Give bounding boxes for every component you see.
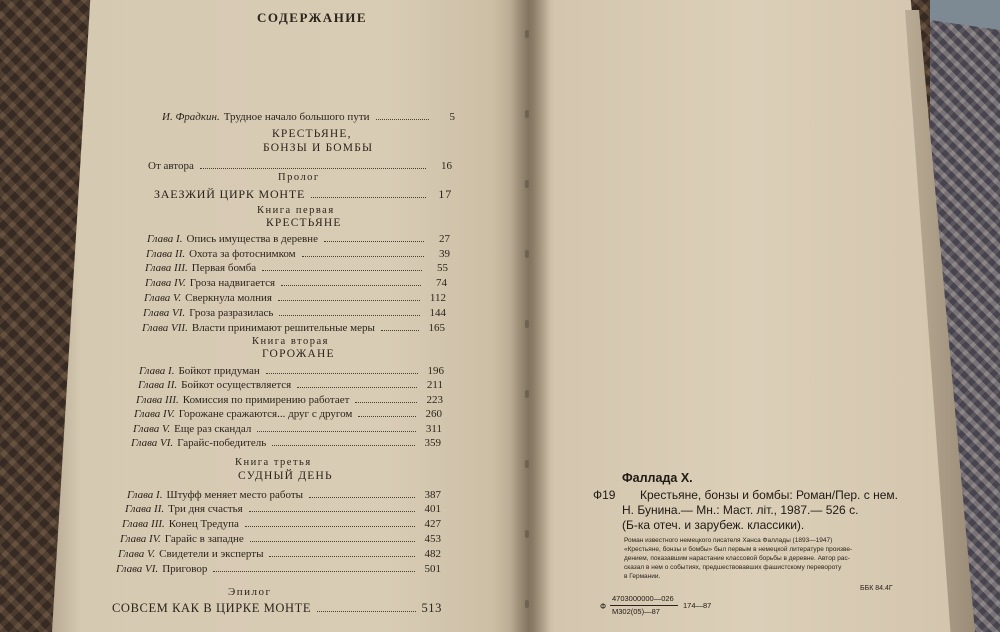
contents-heading: СОДЕРЖАНИЕ (257, 10, 368, 25)
toc-leader (278, 300, 420, 301)
fraction-numerator: 4703000000—026 (612, 594, 674, 603)
toc-entry-from-author (148, 160, 452, 172)
binding-stitch (525, 110, 529, 118)
toc-title: Сверкнула молния (185, 292, 272, 304)
toc-page: 427 (424, 518, 441, 530)
toc-title: Еще раз скандал (174, 423, 252, 435)
toc-title: Горожане сражаются... друг с другом (178, 408, 353, 420)
toc-page: 5 (449, 111, 455, 123)
toc-page: 401 (424, 503, 441, 515)
toc-title: ЗАЕЗЖИЙ ЦИРК МОНТЕ (154, 187, 306, 201)
toc-entry (116, 563, 441, 575)
toc-chapter: Глава IV. (120, 533, 161, 545)
toc-leader (269, 556, 415, 557)
record-line-3: (Б-ка отеч. и зарубеж. классики). (622, 518, 805, 532)
toc-chapter: Глава III. (122, 518, 165, 530)
binding-stitch (525, 180, 529, 188)
toc-page: 16 (441, 160, 452, 172)
annotation-line: дением, показавшим нарастание классовой борьбы в деревне. Автор рас- (624, 555, 850, 562)
toc-chapter: Глава VI. (143, 307, 186, 319)
toc-entry (144, 292, 446, 304)
toc-leader (309, 497, 415, 498)
toc-page: 387 (424, 489, 441, 501)
annotation-line: сказал в нем о событиях, предшествовавших фашистскому перевороту (624, 564, 842, 571)
toc-title: Трудное начало большого пути (223, 111, 370, 123)
book1-label: Книга первая (257, 205, 335, 216)
toc-entry (127, 489, 441, 501)
fraction-letter: Ф (600, 602, 607, 611)
toc-chapter: Глава V. (118, 548, 156, 560)
toc-entry (147, 233, 450, 245)
fraction-tail: 174—87 (683, 601, 712, 610)
toc-leader (213, 571, 415, 572)
toc-title: Гроза разразилась (189, 307, 274, 319)
toc-page: 17 (438, 187, 452, 201)
toc-leader (355, 402, 417, 403)
toc-entry (131, 437, 441, 449)
toc-leader (358, 416, 416, 417)
toc-leader (279, 315, 420, 316)
novel-title-line1: КРЕСТЬЯНЕ, (272, 128, 352, 140)
toc-page: 501 (424, 563, 441, 575)
novel-title-line2: БОНЗЫ И БОМБЫ (263, 142, 374, 154)
toc-chapter: Глава II. (138, 379, 178, 391)
toc-leader (324, 241, 424, 242)
toc-entry (146, 248, 450, 260)
book3-title: СУДНЫЙ ДЕНЬ (238, 470, 333, 482)
toc-leader (257, 431, 416, 432)
toc-title: Три дня счастья (168, 503, 243, 515)
toc-page: 55 (437, 262, 448, 274)
toc-title: Первая бомба (191, 262, 257, 274)
toc-entry-prologue (154, 187, 452, 202)
toc-leader (311, 197, 426, 198)
toc-leader (381, 330, 419, 331)
toc-entry (145, 262, 448, 274)
toc-chapter: Глава III. (136, 394, 179, 406)
toc-entry (120, 533, 441, 545)
toc-title: Бойкот придуман (178, 365, 260, 377)
toc-page: 74 (436, 277, 447, 289)
bbk-code: ББК 84.4Г (860, 585, 893, 592)
binding-stitch (525, 390, 529, 398)
toc-leader (281, 285, 421, 286)
binding-stitch (525, 30, 529, 38)
toc-entry (138, 379, 443, 391)
toc-leader (249, 511, 415, 512)
toc-entry (139, 365, 444, 377)
record-line-2: Н. Бунина.— Мн.: Маст. літ., 1987.— 526 с. (622, 503, 859, 517)
toc-title: Охота за фотоснимком (189, 248, 296, 260)
toc-leader (266, 373, 418, 374)
toc-page: 359 (424, 437, 441, 449)
toc-entry (143, 307, 446, 319)
toc-author: И. Фрадкин. (162, 111, 220, 123)
toc-leader (376, 119, 429, 120)
toc-leader (245, 526, 415, 527)
classification-code: Ф19 (593, 488, 616, 502)
book3-label: Книга третья (235, 457, 312, 468)
toc-leader (262, 270, 422, 271)
toc-title: Конец Тредупа (168, 518, 239, 530)
toc-title: Бойкот осуществляется (181, 379, 292, 391)
toc-title: Комиссия по примирению работает (182, 394, 350, 406)
toc-entry (133, 423, 442, 435)
book1-title: КРЕСТЬЯНЕ (266, 217, 342, 229)
toc-page: 513 (421, 601, 442, 615)
toc-leader (272, 445, 415, 446)
toc-leader (200, 168, 426, 169)
binding-stitch (525, 320, 529, 328)
toc-entry-epilogue (112, 601, 442, 616)
book2-label: Книга вторая (252, 336, 329, 347)
toc-title: Приговор (162, 563, 208, 575)
annotation-line: в Германии. (624, 573, 661, 580)
record-line-1: Крестьяне, бонзы и бомбы: Роман/Пер. с нем. (640, 488, 898, 502)
toc-title: Свидетели и эксперты (159, 548, 264, 560)
toc-title: От автора (148, 160, 194, 172)
toc-entry-intro (162, 111, 455, 123)
toc-chapter: Глава IV. (134, 408, 175, 420)
toc-entry (125, 503, 441, 515)
toc-page: 39 (439, 248, 450, 260)
toc-page: 453 (424, 533, 441, 545)
toc-page: 211 (426, 379, 443, 391)
toc-chapter: Глава I. (139, 365, 175, 377)
toc-entry (118, 548, 441, 560)
toc-entry (142, 322, 445, 334)
toc-entry (136, 394, 443, 406)
toc-title: Гарайс в западне (164, 533, 244, 545)
toc-title: Опись имущества в деревне (186, 233, 318, 245)
toc-chapter: Глава II. (146, 248, 186, 260)
toc-leader (302, 256, 424, 257)
toc-page: 27 (439, 233, 450, 245)
toc-title: Власти принимают решительные меры (191, 322, 375, 334)
toc-chapter: Глава VI. (131, 437, 174, 449)
toc-chapter: Глава III. (145, 262, 188, 274)
author-name: Фаллада Х. (622, 471, 693, 485)
toc-page: 112 (429, 292, 446, 304)
annotation-line: «Крестьяне, бонзы и бомбы» был первым в немецкой литературе произве- (624, 546, 853, 553)
toc-page: 223 (426, 394, 443, 406)
toc-chapter: Глава V. (144, 292, 182, 304)
fraction-denominator: М302(05)—87 (612, 607, 660, 616)
toc-page: 311 (425, 423, 442, 435)
annotation-line: Роман известного немецкого писателя Ханса Фаллады (1893—1947) (624, 537, 833, 544)
toc-title: Штуфф меняет место работы (166, 489, 304, 501)
toc-entry (122, 518, 441, 530)
toc-page: 165 (428, 322, 445, 334)
toc-chapter: Глава VII. (142, 322, 188, 334)
toc-leader (250, 541, 415, 542)
toc-entry (145, 277, 447, 289)
toc-leader (317, 611, 416, 612)
toc-chapter: Глава IV. (145, 277, 186, 289)
toc-title: СОВСЕМ КАК В ЦИРКЕ МОНТЕ (112, 601, 312, 615)
toc-page: 482 (424, 548, 441, 560)
toc-title: Гроза надвигается (189, 277, 276, 289)
epilogue-label: Эпилог (228, 586, 272, 598)
book2-title: ГОРОЖАНЕ (262, 348, 335, 360)
toc-title: Гарайс-победитель (177, 437, 267, 449)
toc-page: 196 (427, 365, 444, 377)
binding-stitch (525, 530, 529, 538)
toc-page: 260 (425, 408, 442, 420)
toc-leader (297, 387, 417, 388)
prologue-label: Пролог (278, 172, 320, 183)
toc-chapter: Глава II. (125, 503, 165, 515)
toc-chapter: Глава V. (133, 423, 171, 435)
binding-stitch (525, 250, 529, 258)
fraction-line (610, 605, 678, 606)
toc-entry (134, 408, 442, 420)
toc-chapter: Глава I. (147, 233, 183, 245)
toc-page: 144 (429, 307, 446, 319)
binding-stitch (525, 460, 529, 468)
toc-chapter: Глава I. (127, 489, 163, 501)
book-gutter (510, 0, 550, 632)
binding-stitch (525, 600, 529, 608)
toc-chapter: Глава VI. (116, 563, 159, 575)
